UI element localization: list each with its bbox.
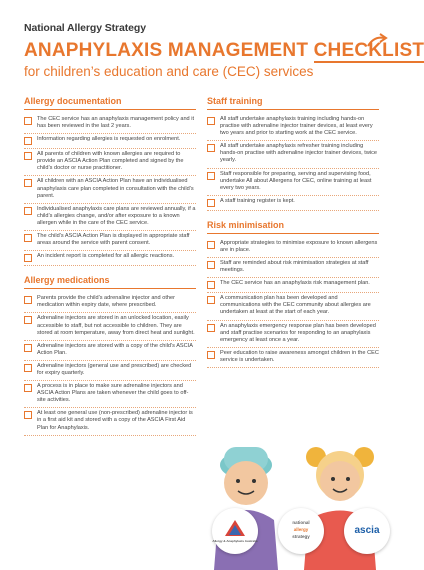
title-main: ANAPHYLAXIS MANAGEMENT xyxy=(24,40,314,61)
checkbox[interactable] xyxy=(24,411,32,419)
section-title-staff-training: Staff training xyxy=(207,96,379,110)
checklist-item[interactable] xyxy=(207,348,379,368)
item-text: The CEC service has an anaphylaxis risk management plan. xyxy=(220,280,370,287)
page-subtitle: for children’s education and care (CEC) services xyxy=(24,64,314,79)
checkbox[interactable] xyxy=(24,152,32,160)
item-text: The child’s ASCIA Action Plan is displayed in appropriate staff areas around the service with parent consent. xyxy=(37,233,190,247)
item-text: Peer education to raise awareness amongst children in the CEC service is undertaken. xyxy=(220,349,379,363)
section-title-risk-minimisation: Risk minimisation xyxy=(207,220,379,234)
checklist-item[interactable] xyxy=(207,278,379,293)
item-text: A communication plan has been developed and communications with the CEC community about allergies are undertaken at least at the start of each year. xyxy=(220,295,371,316)
checkbox[interactable] xyxy=(207,324,215,332)
item-text: A staff training register is kept. xyxy=(220,197,295,204)
checklist-item[interactable] xyxy=(207,293,379,320)
checklist-item[interactable] xyxy=(207,169,379,196)
checkbox[interactable] xyxy=(207,281,215,289)
checkbox[interactable] xyxy=(207,261,215,269)
checklist-item[interactable] xyxy=(207,238,379,258)
ascia-logo-text: ascia xyxy=(354,525,380,536)
checklist-item[interactable] xyxy=(24,313,196,340)
checkbox[interactable] xyxy=(207,117,215,125)
logos-row xyxy=(212,508,392,558)
checklist-item[interactable] xyxy=(24,134,196,149)
item-text: Individualised anaphylaxis care plans are reviewed annually, if a child’s allergies change, and/or after exposure to a known allergen while in the care of the CEC service. xyxy=(37,205,196,226)
checkbox[interactable] xyxy=(24,207,32,215)
item-text: All children with an ASCIA Action Plan have an individualised anaphylaxis care plan completed in consultation with the child’s parent. xyxy=(37,178,194,199)
item-text: An anaphylaxis emergency response plan has been developed and staff practise scenarios for responding to an anaphylaxis emergency at least once a year. xyxy=(220,322,376,343)
item-text: Adrenaline injectors are stored in an unlocked location, easily accessible to staff, but not accessible to children. They are stored at room temperature, away from direct heat and sunlight. xyxy=(37,315,195,336)
checkbox[interactable] xyxy=(24,316,32,324)
checklist-item[interactable] xyxy=(24,114,196,134)
logo-line2: allergy xyxy=(293,527,309,532)
checkbox[interactable] xyxy=(24,344,32,352)
checkbox[interactable] xyxy=(24,384,32,392)
item-text: Appropriate strategies to minimise exposure to known allergens are in place. xyxy=(220,239,378,253)
page-title xyxy=(24,40,424,62)
checkbox[interactable] xyxy=(207,241,215,249)
checkbox[interactable] xyxy=(24,117,32,125)
left-logo-text: Allergy & Anaphylaxis Australia xyxy=(212,539,258,543)
item-text: Staff are reminded about risk minimisation strategies at staff meetings. xyxy=(220,260,369,274)
item-text: At least one general use (non-prescribed) adrenaline injector is in a first aid kit and stored with a copy of the ASCIA First Aid Plan for Anaphylaxis. xyxy=(37,410,193,431)
checklist-item[interactable] xyxy=(24,361,196,381)
item-text: An incident report is completed for all allergic reactions. xyxy=(37,253,175,260)
item-text: All parents of children with known allergies are required to provide an ASCIA Action Plan completed and signed by the child’s doctor or nurse practitioner. xyxy=(37,151,184,172)
swoosh-arrow-icon xyxy=(366,32,388,48)
title-underlined: CHECKLIST xyxy=(313,40,424,61)
national-allergy-strategy-logo xyxy=(278,508,324,554)
checkbox[interactable] xyxy=(24,137,32,145)
checklist-item[interactable] xyxy=(207,141,379,168)
item-text: The CEC service has an anaphylaxis management policy and it has been reviewed in the last 2 years. xyxy=(37,116,195,130)
checklist-item[interactable] xyxy=(24,341,196,361)
a-a-a-logo xyxy=(212,508,258,554)
checkbox[interactable] xyxy=(24,254,32,262)
checklist-item[interactable] xyxy=(24,408,196,435)
item-text: Adrenaline injectors are stored with a copy of the child’s ASCIA Action Plan. xyxy=(37,342,193,356)
item-text: Parents provide the child’s adrenaline injector and other medication within expiry date, where prescribed. xyxy=(37,295,175,309)
item-text: Staff responsible for preparing, serving and supervising food, undertake All about Allergens for CEC, online training at least every two years. xyxy=(220,170,372,191)
checkbox[interactable] xyxy=(24,296,32,304)
checkbox[interactable] xyxy=(207,172,215,180)
checkbox[interactable] xyxy=(207,199,215,207)
checklist-item[interactable] xyxy=(24,204,196,231)
checklist-item[interactable] xyxy=(207,321,379,348)
triangle-logo-icon xyxy=(212,508,258,554)
checklist-item[interactable] xyxy=(24,293,196,313)
checklist-item[interactable] xyxy=(207,258,379,278)
checklist-item[interactable] xyxy=(24,149,196,176)
item-text: All staff undertake anaphylaxis refresher training including hands-on practise with adrenaline injector trainer devices, twice yearly. xyxy=(220,143,378,164)
checklist-item[interactable] xyxy=(24,231,196,251)
checkbox[interactable] xyxy=(207,296,215,304)
checkbox[interactable] xyxy=(207,351,215,359)
logo-line3: strategy xyxy=(292,534,310,539)
section-title-allergy-medications: Allergy medications xyxy=(24,275,196,289)
left-column xyxy=(24,96,196,436)
checkbox[interactable] xyxy=(24,234,32,242)
checklist-item[interactable] xyxy=(207,114,379,141)
checklist-item[interactable] xyxy=(24,251,196,266)
checklist-item[interactable] xyxy=(24,176,196,203)
checkbox[interactable] xyxy=(24,364,32,372)
checklist-item[interactable] xyxy=(24,381,196,408)
right-column xyxy=(207,96,379,368)
item-text: A process is in place to make sure adrenaline injectors and ASCIA Action Plans are taken whenever the child goes to off-site activities. xyxy=(37,383,189,404)
checkbox[interactable] xyxy=(207,144,215,152)
logo-line1: national xyxy=(292,520,310,525)
checklist-item[interactable] xyxy=(207,196,379,211)
item-text: Adrenaline injectors (general use and prescribed) are checked for expiry quarterly. xyxy=(37,362,192,376)
checkbox[interactable] xyxy=(24,179,32,187)
section-title-allergy-documentation: Allergy documentation xyxy=(24,96,196,110)
org-name: National Allergy Strategy xyxy=(24,22,146,34)
item-text: Information regarding allergies is requested on enrolment. xyxy=(37,136,181,143)
ascia-logo xyxy=(344,508,390,554)
item-text: All staff undertake anaphylaxis training including hands-on practise with adrenaline injector trainer devices, at least every two years and prior to starting work at the CEC service. xyxy=(220,116,373,137)
